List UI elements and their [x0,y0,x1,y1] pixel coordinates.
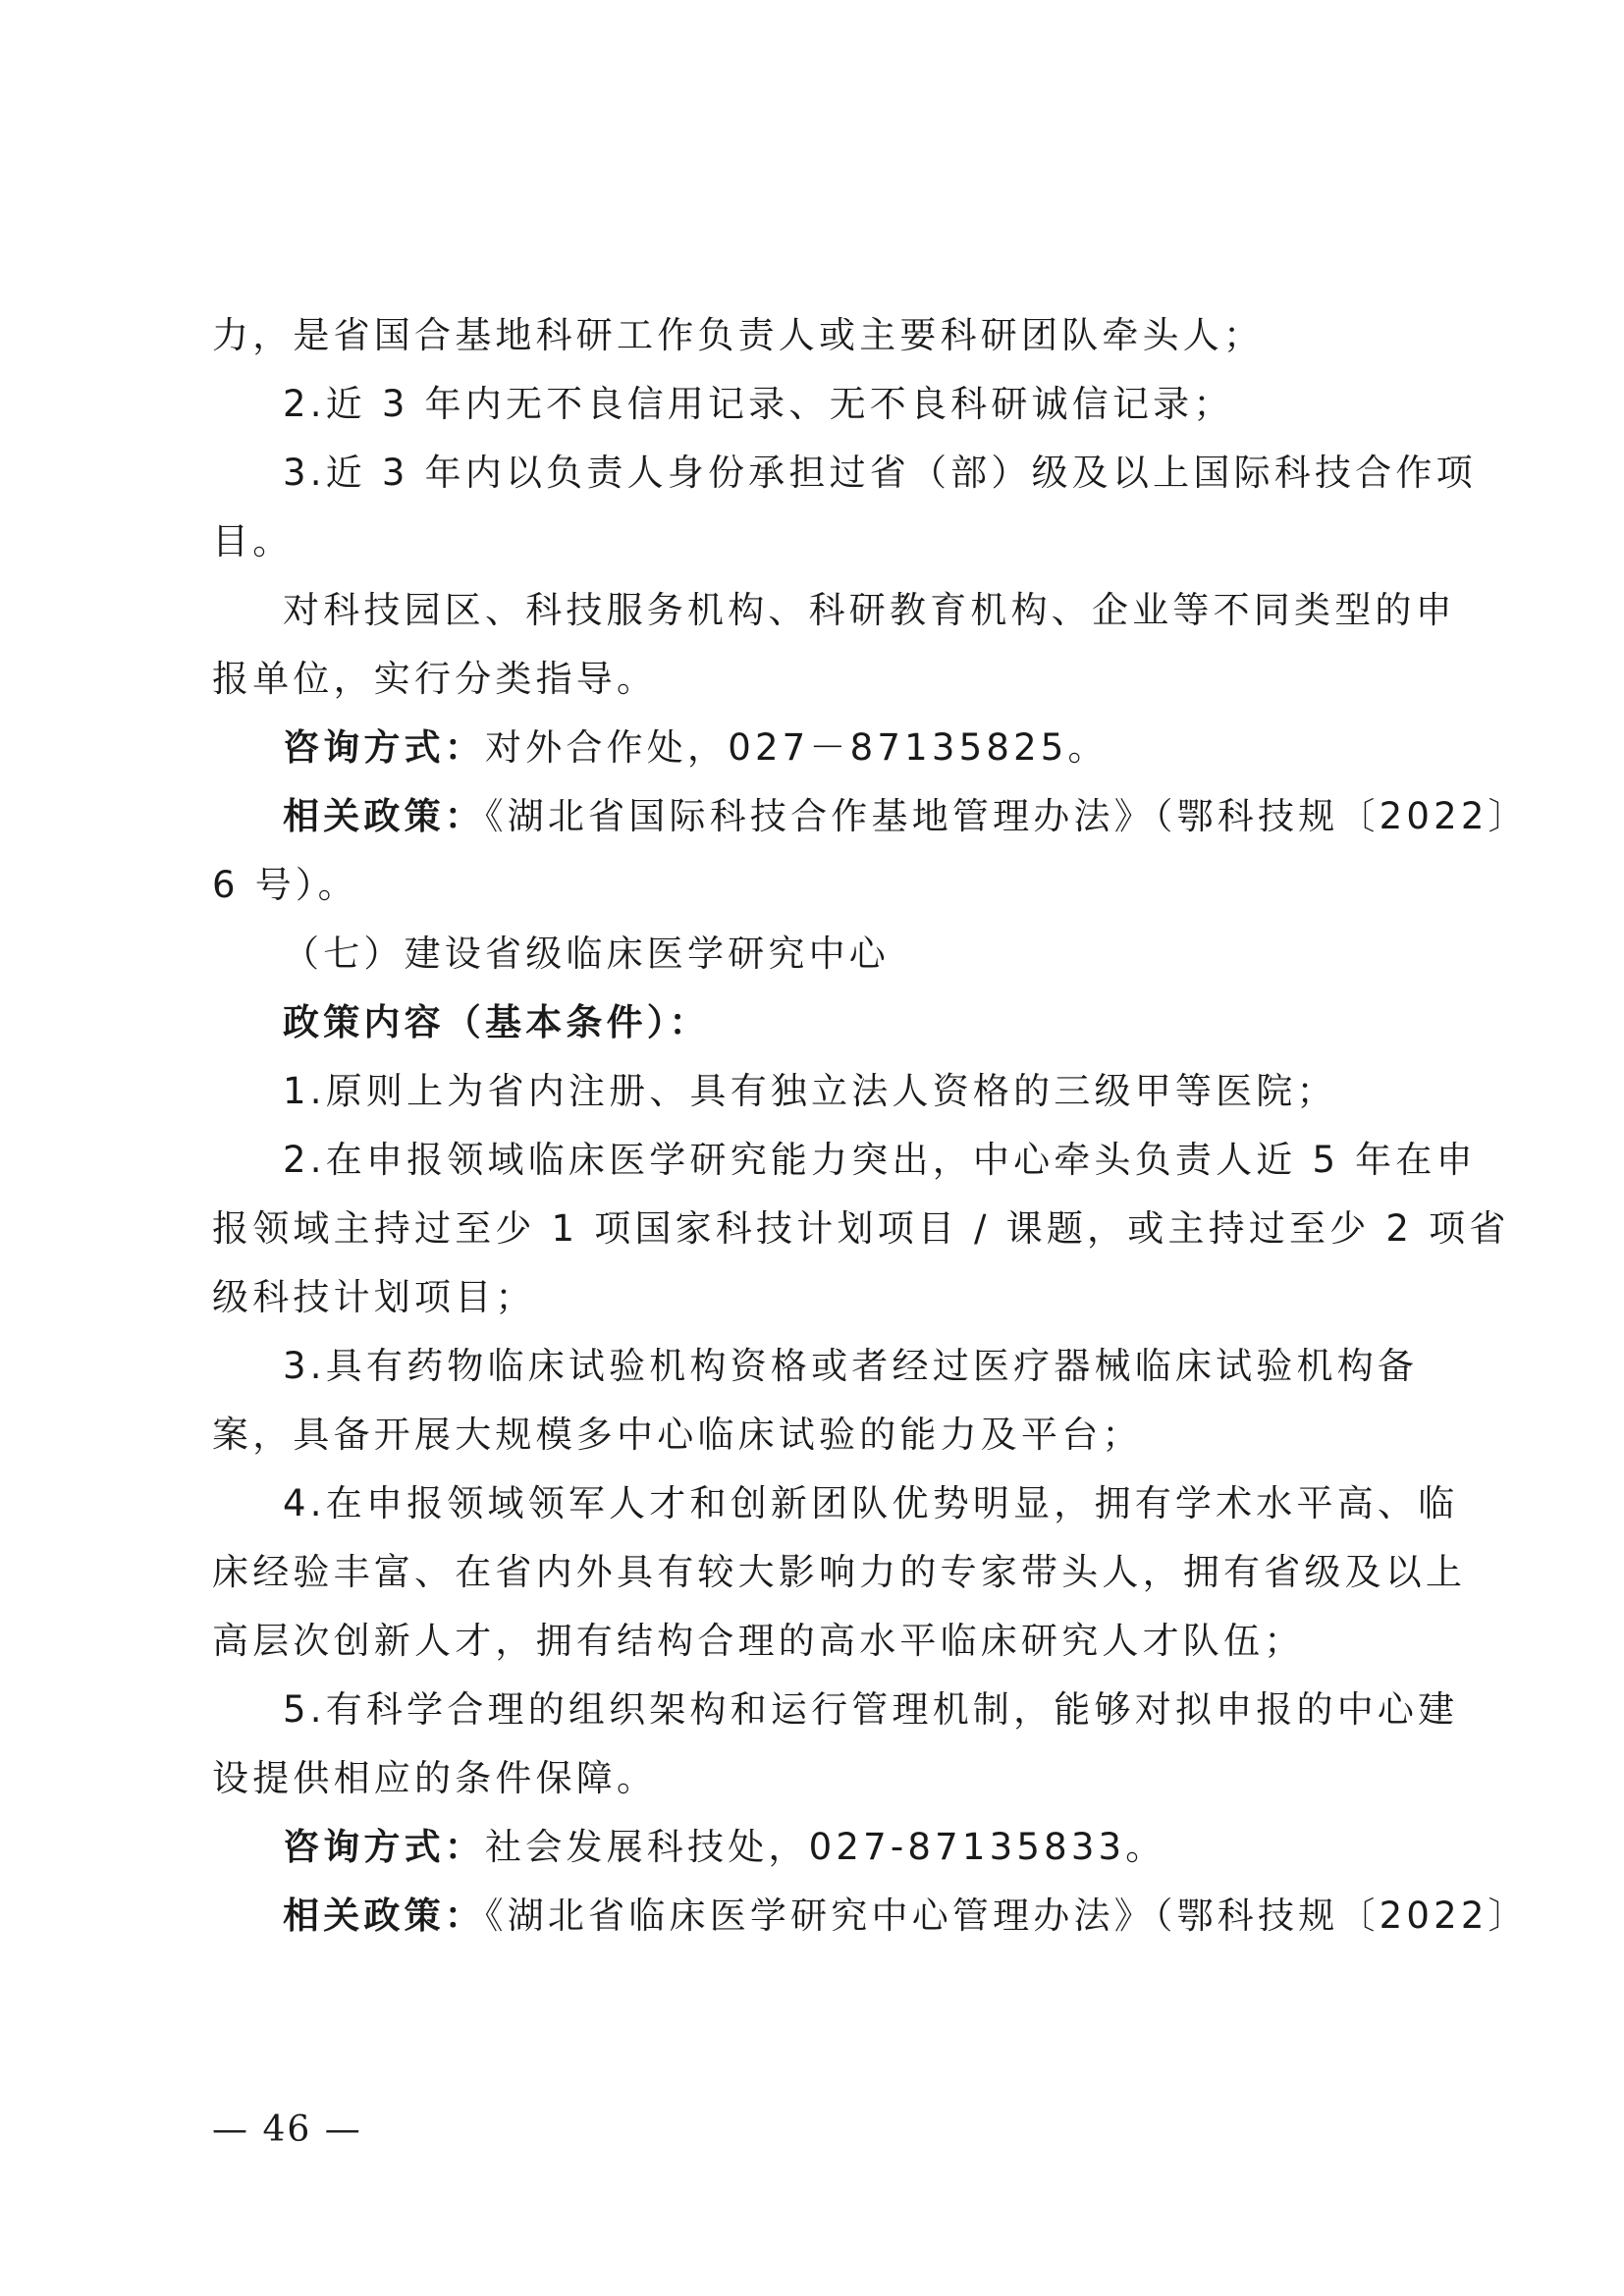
text-line [283,1068,1412,1115]
text-line [212,1618,1410,1665]
consult-label: 咨询方式： [283,726,485,769]
line-text: 《湖北省国际科技合作基地管理办法》（鄂科技规〔2022〕 [485,795,1529,837]
line-text: 6 号）。 [212,864,358,906]
text-line [212,862,1410,909]
line-text: 对外合作处，027－87135825。 [485,726,1109,769]
text-line [212,518,1410,565]
line-text: 3.具有药物临床试验机构资格或者经过医疗器械临床试验机构备 [283,1345,1419,1387]
line-text: （七）建设省级临床医学研究中心 [283,933,890,975]
policy-label: 相关政策： [283,795,485,837]
policy-line [283,1893,1529,1940]
text-line [212,1205,1510,1253]
text-line [212,656,1410,703]
text-line [283,587,1456,634]
text-line [212,1549,1467,1596]
line-text: 社会发展科技处，027-87135833。 [485,1826,1166,1868]
text-line [212,1412,1410,1459]
text-line [283,450,1477,497]
text-line [283,1480,1459,1527]
text-line [283,1137,1477,1184]
page-number: — 46 — [212,2109,362,2150]
section-heading [283,931,1412,978]
text-line [283,1686,1459,1734]
line-text: 设提供相应的条件保障。 [212,1757,658,1799]
line-text: 5.有科学合理的组织架构和运行管理机制，能够对拟申报的中心建 [283,1688,1459,1731]
text-line [212,1755,1410,1802]
line-text: 目。 [212,520,294,562]
line-text: 高层次创新人才，拥有结构合理的高水平临床研究人才队伍； [212,1620,1305,1662]
consult-line [283,724,1412,772]
policy-line [283,793,1529,840]
policy-label: 相关政策： [283,1895,485,1937]
text-line [212,1274,1410,1321]
text-line [283,1343,1419,1390]
text-line [212,312,1410,359]
line-text: 案，具备开展大规模多中心临床试验的能力及平台； [212,1414,1143,1456]
subsection-heading [283,999,1412,1046]
line-text: 对科技园区、科技服务机构、科研教育机构、企业等不同类型的申 [283,589,1456,631]
line-text: 政策内容（基本条件）： [283,1001,710,1043]
consult-label: 咨询方式： [283,1826,485,1868]
line-text: 2.在申报领域临床医学研究能力突出，中心牵头负责人近 5 年在申 [283,1139,1477,1181]
consult-line [283,1824,1412,1871]
line-text: 3.近 3 年内以负责人身份承担过省（部）级及以上国际科技合作项 [283,452,1477,494]
line-text: 2.近 3 年内无不良信用记录、无不良科研诚信记录； [283,383,1234,425]
line-text: 报单位，实行分类指导。 [212,658,658,700]
line-text: 床经验丰富、在省内外具有较大影响力的专家带头人，拥有省级及以上 [212,1551,1467,1593]
line-text: 1.原则上为省内注册、具有独立法人资格的三级甲等医院； [283,1070,1337,1112]
text-line [283,381,1412,428]
line-text: 4.在申报领域领军人才和创新团队优势明显，拥有学术水平高、临 [283,1482,1459,1524]
line-text: 报领域主持过至少 1 项国家科技计划项目 / 课题，或主持过至少 2 项省 [212,1207,1510,1250]
line-text: 级科技计划项目； [212,1276,536,1318]
line-text: 《湖北省临床医学研究中心管理办法》（鄂科技规〔2022〕 [485,1895,1529,1937]
line-text: 力，是省国合基地科研工作负责人或主要科研团队牵头人； [212,314,1265,356]
